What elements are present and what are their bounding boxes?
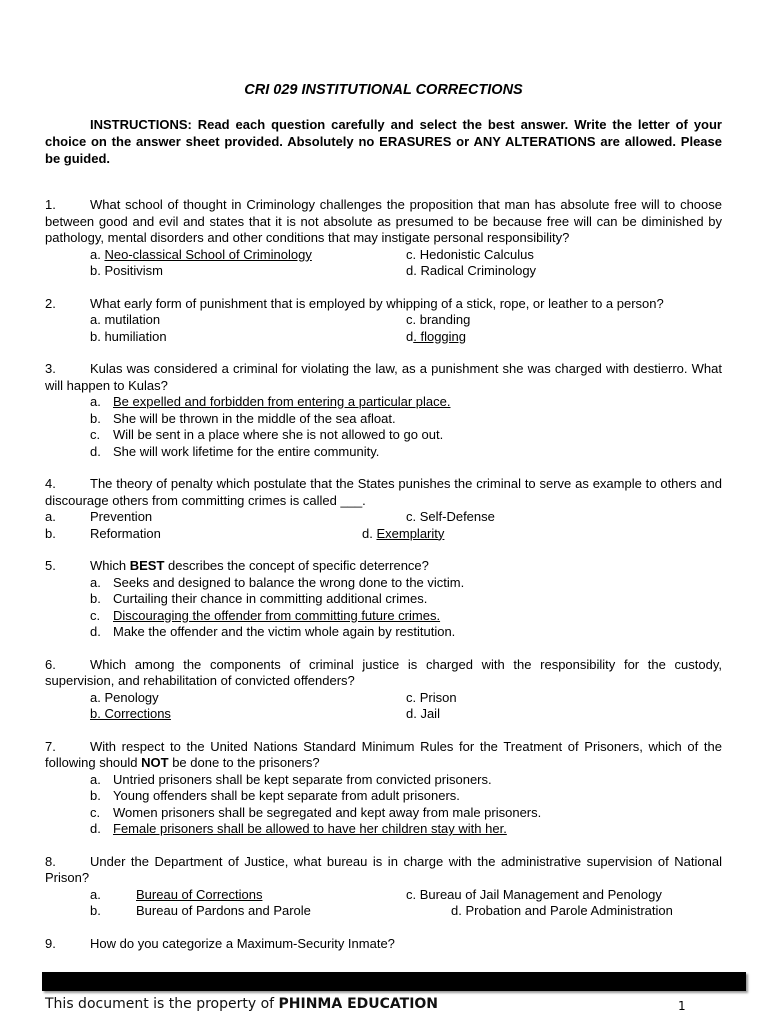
choice-c: c. branding bbox=[406, 312, 471, 327]
choice-a bbox=[45, 772, 722, 789]
choice-row bbox=[45, 903, 722, 920]
choice-text: Women prisoners shall be segregated and kept away from male prisoners. bbox=[113, 804, 542, 820]
question-1-text bbox=[45, 197, 722, 247]
question-5 bbox=[45, 558, 722, 641]
choice-d bbox=[406, 329, 722, 346]
choice-row bbox=[45, 690, 722, 707]
choice-c bbox=[45, 805, 722, 822]
question-4-text bbox=[45, 476, 722, 509]
instructions-text: INSTRUCTIONS: Read each question carefully and select the best answer. Write the letter of your choice on the answer sheet provided. Absolutely no ERASURES or ANY ALTERATIONS are allowed. Please be guided. bbox=[45, 117, 722, 166]
choice-d: d. Radical Criminology bbox=[406, 263, 537, 278]
question-stem: Kulas was considered a criminal for violating the law, as a punishment she was charged with destierro. What will happen to Kulas? bbox=[45, 361, 722, 393]
choice-b bbox=[45, 706, 406, 723]
question-number: 7. bbox=[45, 738, 56, 754]
choice-b bbox=[45, 788, 722, 805]
question-number: 8. bbox=[45, 853, 56, 869]
choice-d bbox=[45, 821, 722, 838]
choice-a bbox=[45, 509, 406, 526]
question-stem: What early form of punishment that is employed by whipping of a stick, rope, or leather to a person? bbox=[90, 295, 664, 311]
question-emphasis: BEST bbox=[129, 558, 165, 573]
choice-d bbox=[362, 526, 722, 543]
question-stem: describes the concept of specific deterrence? bbox=[164, 558, 429, 573]
choice-d: d. Jail bbox=[406, 706, 440, 721]
question-6 bbox=[45, 657, 722, 723]
choice-letter: d. bbox=[90, 821, 101, 836]
choice-row bbox=[45, 706, 722, 723]
question-stem: The theory of penalty which postulate that the States punishes the criminal to serve as example to others and discourage others from committing crimes is called ___. bbox=[45, 476, 722, 508]
choice-a bbox=[45, 247, 406, 264]
choice-letter: a. bbox=[45, 509, 56, 524]
choice-c: c. Hedonistic Calculus bbox=[406, 246, 534, 262]
choice-row bbox=[45, 887, 722, 904]
question-stem: How do you categorize a Maximum-Security Inmate? bbox=[90, 935, 395, 951]
question-number: 2. bbox=[45, 295, 56, 311]
choice-text: Make the offender and the victim whole again by restitution. bbox=[113, 624, 456, 639]
question-3-text bbox=[45, 361, 722, 394]
choice-text-answer: . flogging bbox=[413, 328, 466, 344]
choice-b bbox=[45, 526, 362, 543]
choice-letter: d. bbox=[90, 443, 101, 459]
choice-text: Young offenders shall be kept separate from adult prisoners. bbox=[113, 788, 460, 803]
question-6-text bbox=[45, 657, 722, 690]
choice-row bbox=[45, 329, 722, 346]
question-list bbox=[45, 197, 722, 968]
choice-b: b. Positivism bbox=[90, 263, 163, 278]
footer-label: This document is the property of bbox=[45, 996, 279, 1012]
choice-c: c. Self-Defense bbox=[406, 509, 495, 524]
choice-d bbox=[45, 444, 722, 461]
question-number: 1. bbox=[45, 197, 56, 212]
choice-letter: d. bbox=[362, 525, 377, 541]
choice-c bbox=[45, 608, 722, 625]
question-7-text bbox=[45, 739, 722, 772]
choice-row bbox=[45, 526, 722, 543]
question-stem: Under the Department of Justice, what bureau is in charge with the administrative supervision of National Prison? bbox=[45, 853, 722, 885]
choice-letter: b. bbox=[90, 903, 101, 918]
question-number: 3. bbox=[45, 361, 56, 376]
choice-row bbox=[45, 509, 722, 526]
choice-a: a. Penology bbox=[90, 689, 159, 705]
choice-letter: c. bbox=[90, 427, 101, 442]
choice-text-answer: b. Corrections bbox=[90, 706, 171, 721]
choice-text: She will be thrown in the middle of the sea afloat. bbox=[113, 410, 396, 426]
choice-row bbox=[45, 247, 722, 264]
choice-letter: a. bbox=[90, 771, 101, 787]
choice-letter: a. bbox=[90, 886, 101, 902]
question-8 bbox=[45, 854, 722, 920]
choice-letter: d bbox=[406, 328, 414, 344]
question-3 bbox=[45, 361, 722, 460]
choice-letter: b. bbox=[90, 410, 101, 426]
question-stem: What school of thought in Criminology challenges the proposition that man has absolute free will to choose between good and evil and states that it is not absolute as presumed to be because free will can be diminished by pathology, mental disorders and other conditions that may instigate personal responsibility? bbox=[45, 197, 722, 245]
page-number: 1 bbox=[678, 999, 686, 1013]
choice-row bbox=[45, 312, 722, 329]
choice-b: b. humiliation bbox=[90, 328, 167, 344]
question-stem: With respect to the United Nations Standard Minimum Rules for the Treatment of Prisoners, which of the following should bbox=[45, 738, 722, 770]
question-stem: Which among the components of criminal justice is charged with the responsibility for the custody, supervision, and rehabilitation of convicted offenders? bbox=[45, 656, 722, 688]
choice-letter: a. bbox=[90, 246, 105, 262]
question-emphasis: NOT bbox=[141, 755, 169, 770]
choice-c bbox=[45, 427, 722, 444]
choice-text: Seeks and designed to balance the wrong done to the victim. bbox=[113, 574, 465, 590]
choice-text: Bureau of Pardons and Parole bbox=[136, 903, 311, 918]
choice-text: Prevention bbox=[90, 509, 153, 524]
choice-text-answer: Bureau of Corrections bbox=[136, 886, 263, 902]
question-number: 9. bbox=[45, 935, 56, 951]
choice-text: She will work lifetime for the entire community. bbox=[113, 443, 380, 459]
choice-text: Untried prisoners shall be kept separate from convicted prisoners. bbox=[113, 771, 492, 787]
choice-a bbox=[45, 887, 406, 904]
question-2-text bbox=[45, 296, 722, 313]
choice-letter: b. bbox=[90, 591, 101, 606]
question-7 bbox=[45, 739, 722, 838]
choice-c: c. Bureau of Jail Management and Penology bbox=[406, 886, 662, 902]
question-5-text bbox=[45, 558, 722, 575]
choice-letter: c. bbox=[90, 607, 101, 623]
choice-c: c. Prison bbox=[406, 689, 457, 705]
choice-b bbox=[45, 903, 451, 920]
question-number: 6. bbox=[45, 656, 56, 672]
choice-text: Will be sent in a place where she is not allowed to go out. bbox=[113, 427, 444, 442]
question-8-text bbox=[45, 854, 722, 887]
footer-text bbox=[45, 996, 438, 1012]
question-number: 5. bbox=[45, 558, 56, 573]
choice-letter: a. bbox=[90, 394, 101, 409]
choice-a: a. mutilation bbox=[90, 312, 161, 327]
choice-text-answer: Be expelled and forbidden from entering a particular place. bbox=[113, 394, 451, 409]
choice-letter: d. bbox=[90, 624, 101, 639]
footer-bar bbox=[42, 972, 746, 991]
choice-a bbox=[45, 575, 722, 592]
question-number: 4. bbox=[45, 476, 56, 491]
question-1 bbox=[45, 197, 722, 280]
choice-text: Reformation bbox=[90, 525, 161, 541]
question-stem: be done to the prisoners? bbox=[168, 755, 320, 770]
question-4 bbox=[45, 476, 722, 542]
question-9-text bbox=[45, 936, 722, 953]
question-stem: Which bbox=[90, 558, 130, 573]
question-2 bbox=[45, 296, 722, 346]
document-title: CRI 029 INSTITUTIONAL CORRECTIONS bbox=[244, 82, 523, 98]
choice-text-answer: Exemplarity bbox=[376, 525, 445, 541]
choice-b bbox=[45, 591, 722, 608]
choice-b bbox=[45, 411, 722, 428]
choice-letter: b. bbox=[90, 788, 101, 803]
choice-letter: a. bbox=[90, 574, 101, 590]
choice-d bbox=[45, 624, 722, 641]
footer-owner: PHINMA EDUCATION bbox=[278, 996, 439, 1012]
choice-text-answer: Neo-classical School of Criminology bbox=[104, 246, 312, 262]
choice-text-answer: Female prisoners shall be allowed to have her children stay with her. bbox=[113, 821, 507, 836]
instructions bbox=[45, 116, 722, 167]
choice-row bbox=[45, 263, 722, 280]
choice-a bbox=[45, 394, 722, 411]
choice-text-answer: Discouraging the offender from committing future crimes. bbox=[113, 607, 441, 623]
choice-text: Curtailing their chance in committing additional crimes. bbox=[113, 591, 428, 606]
choice-d: d. Probation and Parole Administration bbox=[451, 903, 673, 918]
choice-letter: c. bbox=[90, 804, 101, 820]
document-page bbox=[45, 0, 722, 1024]
question-9 bbox=[45, 936, 722, 953]
choice-letter: b. bbox=[45, 525, 56, 541]
